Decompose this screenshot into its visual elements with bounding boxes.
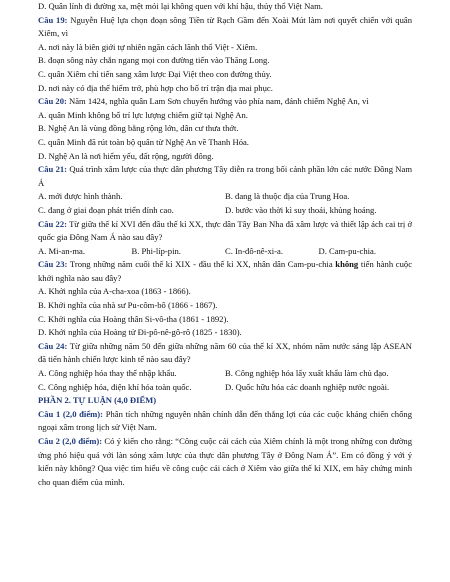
q21-options-row-1 xyxy=(38,190,412,204)
essay1-text: Phân tích những nguyên nhân chính dẫn đến thắng lợi của các cuộc kháng chiến chống ngoại xâm trong lịch sử Việt Nam. xyxy=(38,408,412,433)
essay2-label: Câu 2 (2,0 điểm): xyxy=(38,436,103,446)
q20-stem xyxy=(38,95,412,109)
q20-option-b: B. Nghệ An là vùng đồng bằng rộng lớn, dân cư thưa thớt. xyxy=(38,123,239,134)
q20-option-d: D. Nghệ An là nơi hiểm yếu, đất rộng, người đông. xyxy=(38,150,214,161)
q19-option-c: C. quân Xiêm chỉ tiến sang xâm lược Đại Việt theo con đường thủy. xyxy=(38,68,272,79)
q20-option-a: A. quân Minh không bố trí lực lượng chiếm giữ tại Nghệ An. xyxy=(38,109,248,120)
q20-option-c: C. quân Minh đã rút toàn bộ quân từ Nghệ An về Thanh Hóa. xyxy=(38,136,249,147)
q19-text: Nguyễn Huệ lựa chọn đoạn sông Tiền từ Rạch Gầm đến Xoài Mút làm nơi quyết chiến với quân Xiêm, vì xyxy=(38,14,412,39)
q24-label: Câu 24: xyxy=(38,340,68,351)
q24-option-a: A. Công nghiệp hóa thay thế nhập khẩu. xyxy=(38,368,177,379)
q21-option-c: C. đang ở giai đoạn phát triển đỉnh cao. xyxy=(38,204,174,215)
q20-text: Năm 1424, nghĩa quân Lam Sơn chuyển hướng vào phía nam, đánh chiếm Nghệ An, vì xyxy=(66,96,369,107)
q19-option-b: B. đoạn sông này chắn ngang mọi con đường tiến vào Thăng Long. xyxy=(38,55,270,66)
part2-heading: PHẦN 2. TỰ LUẬN (4,0 ĐIỂM) xyxy=(38,395,157,406)
q23-option-c: C. Khởi nghĩa của Hoàng thân Si-vô-tha (1861 - 1892). xyxy=(38,313,229,324)
q22-option-a: A. Mi-an-ma. xyxy=(38,245,86,256)
q22-option-b: B. Phi-líp-pin. xyxy=(131,245,181,256)
q19-option-d: D. nơi này có địa thế hiểm trở, phù hợp cho bố trí trận địa mai phục. xyxy=(38,82,273,93)
essay2-text: Có ý kiến cho rằng: “Công cuộc cải cách của Xiêm chính là một trong những con đường ứng phó hiệu quả với làn sóng xâm lược của thực dân phương Tây ở Đông Nam Á”. Em có đồng ý với ý kiến này không? Qua việc tìm hiểu về công cuộc cải cách ở Xiêm vào giữa thế kỉ XIX, em hãy chứng minh cho quan điểm của mình. xyxy=(38,436,412,487)
q21-option-d: D. bước vào thời kì suy thoái, khủng hoảng. xyxy=(225,204,377,215)
q23-option-d: D. Khởi nghĩa của Hoàng tử Đi-pô-nê-gô-rô (1825 - 1830). xyxy=(38,327,242,338)
q24-option-c: C. Công nghiệp hóa, điện khí hóa toàn quốc. xyxy=(38,381,192,392)
q22-label: Câu 22: xyxy=(38,218,67,229)
q23-text-after: tiến hành cuộc khởi nghĩa nào sau đây? xyxy=(38,259,413,283)
q21-text: Quá trình xâm lược của thực dân phương Tây diễn ra trong bối cảnh phần lớn các nước Đông Nam Á xyxy=(38,164,412,188)
q21-stem xyxy=(38,163,412,190)
q22-option-d: D. Cam-pu-chia. xyxy=(318,245,377,256)
q23-stem xyxy=(38,258,412,285)
q23-option-b: B. Khởi nghĩa của nhà sư Pu-côm-bô (1866 - 1867). xyxy=(38,300,218,311)
essay1 xyxy=(38,408,412,435)
essay2 xyxy=(38,435,412,489)
q21-options-row-2 xyxy=(38,204,412,218)
q22-text: Từ giữa thế kỉ XVI đến đầu thế kỉ XX, thực dân Tây Ban Nha đã xâm lược và thiết lập ách cai trị ở quốc gia Đông Nam Á nào sau đây? xyxy=(38,218,413,243)
q20-label: Câu 20: xyxy=(38,96,67,107)
q24-option-d: D. Quốc hữu hóa các doanh nghiệp nước ngoài. xyxy=(225,381,390,392)
q23-text-before: Trong những năm cuối thế kỉ XIX - đầu thế kỉ XX, nhân dân Cam-pu-chia xyxy=(67,259,336,270)
q24-stem xyxy=(38,340,412,367)
q21-option-b: B. đang là thuộc địa của Trung Hoa. xyxy=(225,191,350,202)
essay1-label: Câu 1 (2,0 điểm): xyxy=(38,408,104,419)
q19-stem xyxy=(38,14,412,41)
q23-label: Câu 23: xyxy=(38,259,68,270)
q22-options-row xyxy=(38,245,412,259)
q21-label: Câu 21: xyxy=(38,164,68,175)
q23-text-bold: không xyxy=(335,259,359,270)
q24-option-b: B. Công nghiệp hóa lấy xuất khẩu làm chủ đạo. xyxy=(225,368,389,379)
q19-label: Câu 19: xyxy=(38,14,68,25)
q24-text: Từ giữa những năm 50 đến giữa những năm 60 của thế kỉ XX, nhóm năm nước sáng lập ASEAN đã tiến hành chiến lược kinh tế nào sau đây? xyxy=(38,340,412,365)
q23-option-a: A. Khởi nghĩa của A-cha-xoa (1863 - 1866). xyxy=(38,286,191,297)
q24-options-row-2 xyxy=(38,381,412,395)
q21-option-a: A. mới được hình thành. xyxy=(38,191,123,202)
q22-option-c: C. In-đô-nê-xi-a. xyxy=(225,245,283,256)
q24-options-row-1 xyxy=(38,367,412,381)
q19-option-a: A. nơi này là biên giới tự nhiên ngăn cách lãnh thổ Việt - Xiêm. xyxy=(38,41,258,52)
q18-option-d: D. Quân lính đi đường xa, mệt mỏi lại không quen với khí hậu, thủy thổ Việt Nam. xyxy=(38,1,323,11)
q22-stem xyxy=(38,218,412,245)
